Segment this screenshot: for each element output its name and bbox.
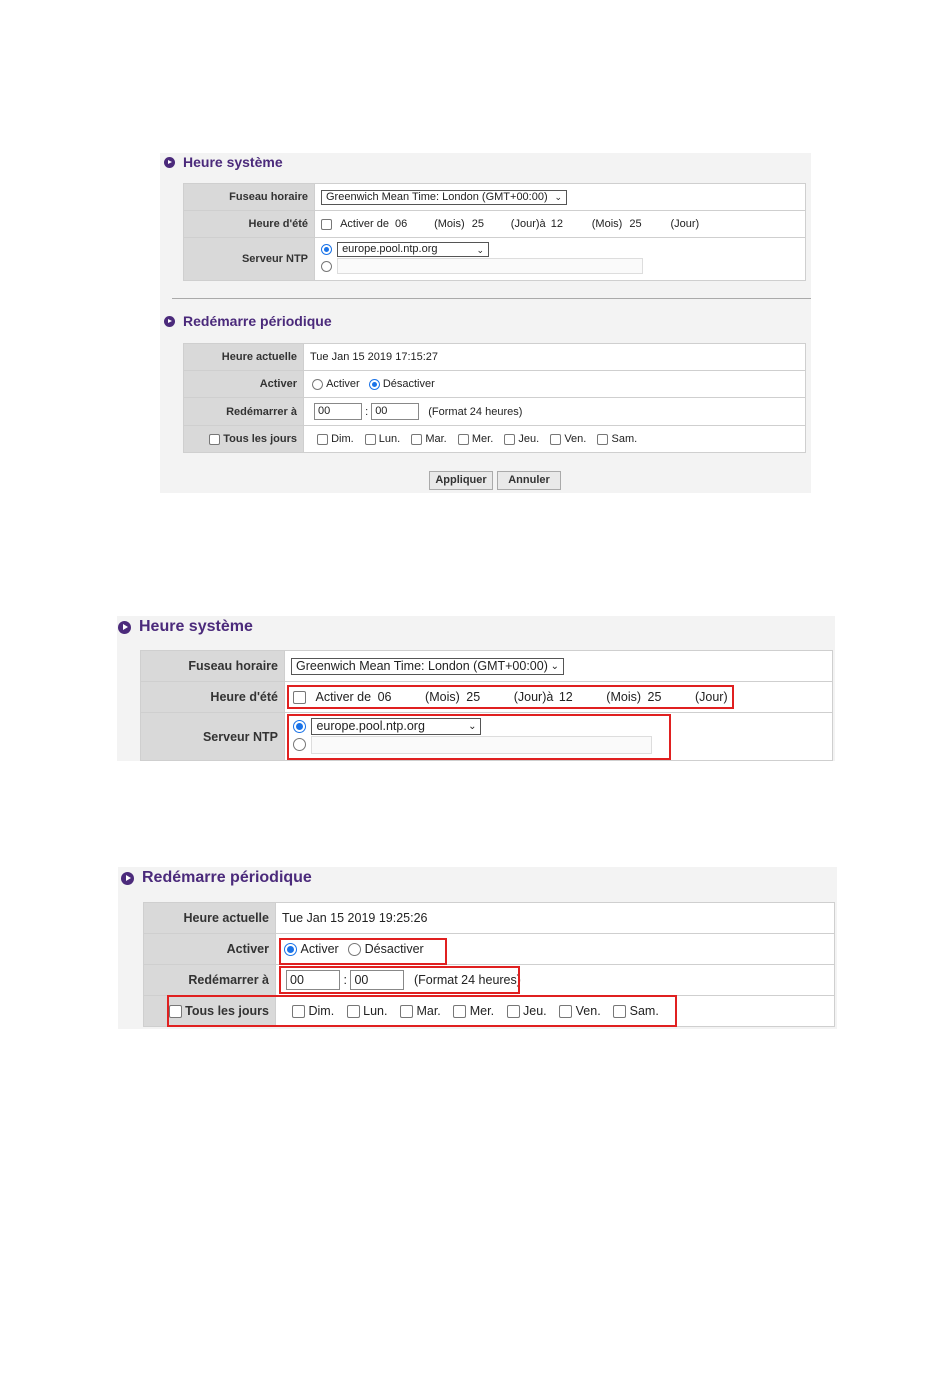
- day-checkbox-sam[interactable]: [613, 1005, 626, 1018]
- section-bullet-icon: [164, 316, 175, 327]
- reboot-disable-radio[interactable]: [369, 379, 380, 390]
- reboot-hour-input[interactable]: 00: [286, 970, 340, 990]
- annuler-button[interactable]: Annuler: [497, 471, 561, 490]
- dst-start-day-input[interactable]: 25: [471, 218, 484, 231]
- dst-start-month-input[interactable]: 06: [395, 218, 408, 231]
- day-checkbox-ven[interactable]: [550, 434, 561, 445]
- reboot-hour-input[interactable]: 00: [314, 403, 362, 420]
- day-checkbox-lun[interactable]: [347, 1005, 360, 1018]
- dst-end-day-input[interactable]: 25: [629, 218, 642, 231]
- ntp-preset-radio[interactable]: [321, 244, 332, 255]
- ntp-preset-radio[interactable]: [293, 720, 306, 733]
- ntp-custom-radio[interactable]: [321, 261, 332, 272]
- timezone-select[interactable]: Greenwich Mean Time: London (GMT+00:00) ⌄: [321, 190, 567, 205]
- section-bullet-icon: [118, 621, 131, 634]
- heure-systeme-table: [140, 650, 833, 761]
- dst-start-month-input[interactable]: 06: [377, 690, 392, 705]
- chevron-down-icon: ⌄: [550, 661, 559, 672]
- appliquer-button[interactable]: Appliquer: [429, 471, 493, 490]
- heure-ete-label: Heure d'été: [184, 211, 315, 238]
- day-checkbox-mar[interactable]: [411, 434, 422, 445]
- heure-actuelle-label: Heure actuelle: [184, 344, 304, 371]
- chevron-down-icon: ⌄: [554, 192, 562, 202]
- reboot-minute-input[interactable]: 00: [350, 970, 404, 990]
- reboot-enable-radio[interactable]: [284, 943, 297, 956]
- heure-ete-label: Heure d'été: [141, 682, 285, 713]
- day-checkbox-mar[interactable]: [400, 1005, 413, 1018]
- every-day-checkbox[interactable]: [209, 434, 220, 445]
- ntp-server-select[interactable]: europe.pool.ntp.org ⌄: [337, 242, 489, 257]
- heure-actuelle-value: Tue Jan 15 2019 19:25:26: [276, 903, 835, 934]
- reboot-enable-radio[interactable]: [312, 379, 323, 390]
- chevron-down-icon: ⌄: [476, 244, 485, 255]
- fuseau-horaire-cell: [285, 651, 833, 682]
- day-checkbox-jeu[interactable]: [504, 434, 515, 445]
- fuseau-horaire-label: Fuseau horaire: [184, 184, 315, 211]
- dst-start-day-input[interactable]: 25: [466, 690, 481, 705]
- section-heure-systeme-title: Heure système: [164, 154, 283, 170]
- section-bullet-icon: [121, 872, 134, 885]
- section-redemarre-title: Redémarre périodique: [121, 869, 312, 887]
- every-day-checkbox[interactable]: [169, 1005, 182, 1018]
- activer-cell: Activer Désactiver: [276, 934, 835, 965]
- day-checkbox-mer[interactable]: [458, 434, 469, 445]
- ntp-custom-radio[interactable]: [293, 738, 306, 751]
- ntp-custom-input[interactable]: [337, 258, 643, 274]
- day-checkbox-ven[interactable]: [559, 1005, 572, 1018]
- tous-les-jours-cell: Tous les jours: [184, 426, 304, 453]
- activer-label: Activer: [144, 934, 276, 965]
- heure-actuelle-value: Tue Jan 15 2019 17:15:27: [304, 344, 806, 371]
- serveur-ntp-cell: [315, 238, 806, 281]
- day-checkbox-mer[interactable]: [453, 1005, 466, 1018]
- reboot-disable-radio[interactable]: [348, 943, 361, 956]
- day-checkbox-dim[interactable]: [317, 434, 328, 445]
- redemarrer-cell: 00 : 00 (Format 24 heures): [276, 965, 835, 996]
- fuseau-horaire-cell: [315, 184, 806, 211]
- day-checkbox-sam[interactable]: [597, 434, 608, 445]
- section-divider: [172, 298, 811, 299]
- reboot-minute-input[interactable]: 00: [371, 403, 419, 420]
- timezone-select[interactable]: Greenwich Mean Time: London (GMT+00:00) ⌄: [291, 658, 564, 675]
- days-cell: Dim. Lun. Mar. Mer. Jeu. Ven. Sam.: [304, 426, 806, 453]
- tous-les-jours-cell: Tous les jours: [144, 996, 276, 1027]
- ntp-custom-input[interactable]: [311, 736, 652, 754]
- heure-systeme-table: [183, 183, 806, 281]
- dst-enable-checkbox[interactable]: [321, 219, 332, 230]
- redemarrer-label: Redémarrer à: [144, 965, 276, 996]
- redemarrer-cell: 00 : 00 (Format 24 heures): [304, 398, 806, 426]
- redemarre-table: [183, 343, 806, 453]
- day-checkbox-lun[interactable]: [365, 434, 376, 445]
- days-cell: Dim. Lun. Mar. Mer. Jeu. Ven. Sam.: [276, 996, 835, 1027]
- redemarre-table: [143, 902, 835, 1027]
- chevron-down-icon: ⌄: [468, 721, 477, 732]
- activer-cell: Activer Désactiver: [304, 371, 806, 398]
- redemarrer-label: Redémarrer à: [184, 398, 304, 426]
- dst-end-month-input[interactable]: 12: [558, 690, 573, 705]
- serveur-ntp-cell: [285, 713, 833, 761]
- section-bullet-icon: [164, 157, 175, 168]
- section-redemarre-title: Redémarre périodique: [164, 313, 332, 329]
- heure-ete-cell: Activer de 06 (Mois) 25 (Jour)à 12 (Mois) 25 (Jour): [285, 682, 833, 713]
- heure-ete-cell: Activer de 06 (Mois) 25 (Jour)à 12 (Mois) 25 (Jour): [315, 211, 806, 238]
- ntp-server-select[interactable]: europe.pool.ntp.org ⌄: [311, 718, 481, 735]
- dst-enable-checkbox[interactable]: [293, 691, 306, 704]
- fuseau-horaire-label: Fuseau horaire: [141, 651, 285, 682]
- activer-label: Activer: [184, 371, 304, 398]
- day-checkbox-dim[interactable]: [292, 1005, 305, 1018]
- section-heure-systeme-title: Heure système: [118, 618, 253, 636]
- day-checkbox-jeu[interactable]: [507, 1005, 520, 1018]
- serveur-ntp-label: Serveur NTP: [141, 713, 285, 761]
- heure-actuelle-label: Heure actuelle: [144, 903, 276, 934]
- serveur-ntp-label: Serveur NTP: [184, 238, 315, 281]
- dst-end-day-input[interactable]: 25: [647, 690, 662, 705]
- dst-end-month-input[interactable]: 12: [550, 218, 563, 231]
